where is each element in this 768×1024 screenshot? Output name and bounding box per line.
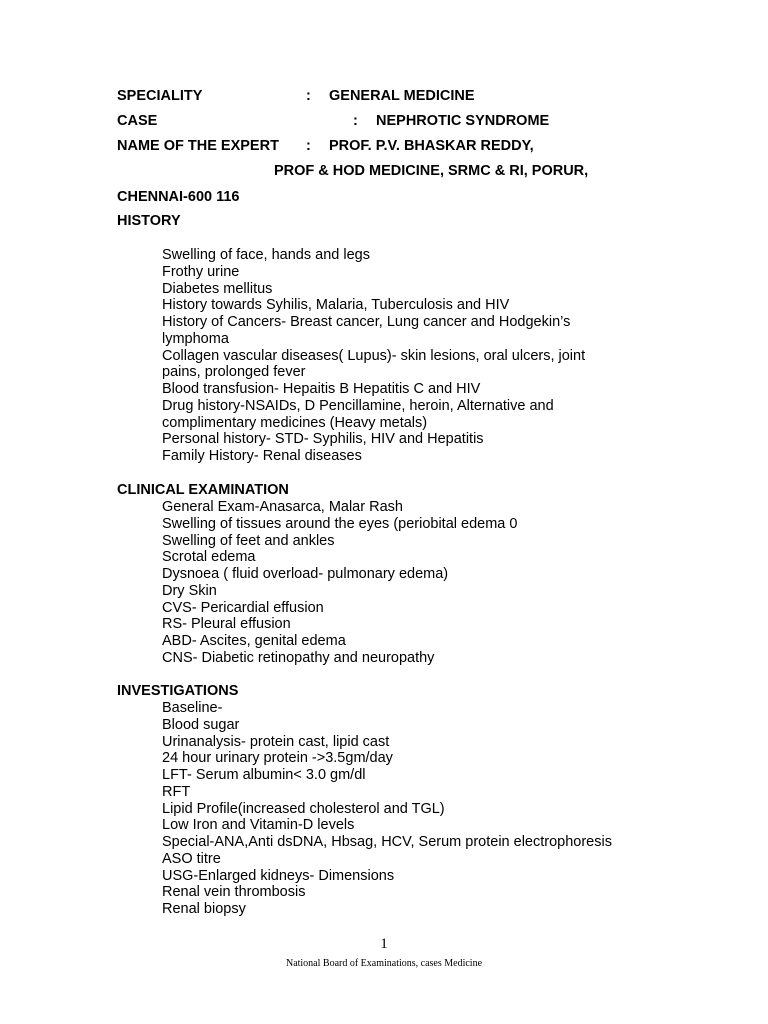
list-item: RS- Pleural effusion [162,616,291,633]
speciality-label: SPECIALITY [117,88,203,104]
list-item: CNS- Diabetic retinopathy and neuropathy [162,649,435,666]
case-value: NEPHROTIC SYNDROME [376,113,550,129]
list-item: Swelling of tissues around the eyes (periobital edema 0 [162,515,518,532]
list-item: General Exam-Anasarca, Malar Rash [162,499,403,515]
list-item: History towards Syhilis, Malaria, Tuberculosis and HIV [162,297,510,314]
list-item: RFT [162,783,191,800]
list-item: Renal biopsy [162,901,246,917]
list-item: Scrotal edema [162,549,256,566]
list-item: Drug history-NSAIDs, D Pencillamine, heroin, Alternative and complimentary medicines (Heavy metals) [162,397,554,431]
list-item: CVS- Pericardial effusion [162,599,324,616]
list-item: Lipid Profile(increased cholesterol and TGL) [162,800,445,817]
list-item: History of Cancers- Breast cancer, Lung cancer and Hodgekin’s lymphoma [162,314,571,347]
list-item: Dysnoea ( fluid overload- pulmonary edema) [162,566,449,582]
list-item: Family History- Renal diseases [162,448,362,464]
speciality-value: GENERAL MEDICINE [329,88,475,104]
list-item: Frothy urine [162,263,240,280]
list-item: USG-Enlarged kidneys- Dimensions [162,867,395,884]
expert-separator: : [306,138,311,154]
list-item: Swelling of feet and ankles [162,532,335,549]
history-list [162,247,662,465]
list-item: Dry Skin [162,582,217,599]
history-heading: HISTORY [117,213,181,229]
case-separator: : [353,113,358,129]
clinical-examination-list [162,499,662,667]
list-item: Low Iron and Vitamin-D levels [162,817,355,834]
list-item: Personal history- STD- Syphilis, HIV and Hepatitis [162,431,484,448]
investigations-list [162,700,662,918]
list-item: Baseline- [162,700,223,716]
list-item: LFT- Serum albumin< 3.0 gm/dl [162,767,366,783]
expert-affiliation: PROF & HOD MEDICINE, SRMC & RI, PORUR, [274,163,589,179]
investigations-heading: INVESTIGATIONS [117,683,239,699]
list-item: Swelling of face, hands and legs [162,247,370,263]
list-item: Special-ANA,Anti dsDNA, Hbsag, HCV, Serum protein electrophoresis [162,834,612,850]
list-item: Renal vein thrombosis [162,884,306,901]
expert-label: NAME OF THE EXPERT [117,138,279,154]
list-item: Urinanalysis- protein cast, lipid cast [162,733,390,750]
list-item: ABD- Ascites, genital edema [162,633,346,649]
list-item: Collagen vascular diseases( Lupus)- skin lesions, oral ulcers, joint pains, prolonged fever [162,347,586,381]
speciality-separator: : [306,88,311,104]
page-number: 1 [380,936,388,952]
list-item: Blood transfusion- Hepaitis B Hepatitis C and HIV [162,381,481,397]
list-item: ASO titre [162,850,221,867]
list-item: Blood sugar [162,716,240,733]
expert-name: PROF. P.V. BHASKAR REDDY, [329,138,534,154]
list-item: 24 hour urinary protein ->3.5gm/day [162,750,393,767]
case-label: CASE [117,113,158,129]
clinical-examination-heading: CLINICAL EXAMINATION [117,482,289,498]
list-item: Diabetes mellitus [162,280,273,297]
expert-city: CHENNAI-600 116 [117,189,240,205]
page-footer: National Board of Examinations, cases Medicine [285,958,483,969]
